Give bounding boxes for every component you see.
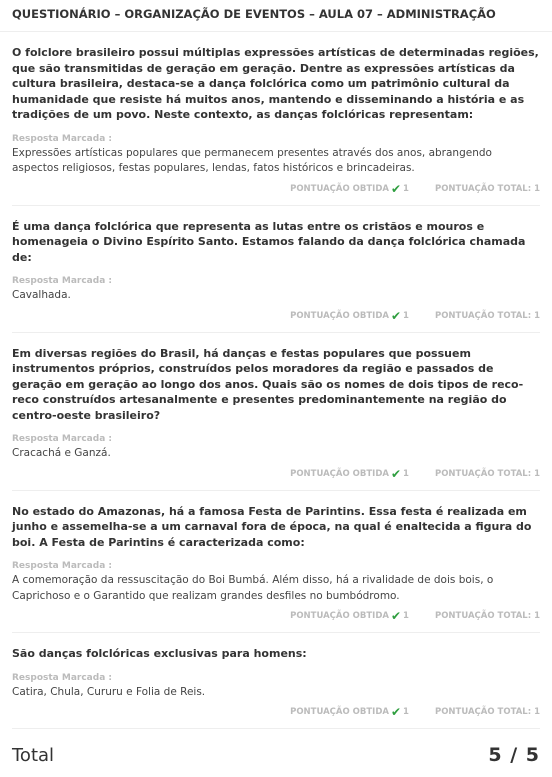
answer-label: Resposta Marcada : [12,672,113,683]
check-icon: ✔ [390,609,402,623]
question-text: São danças folclóricas exclusivas para homens: [12,647,307,660]
question-item [12,206,540,333]
score-row [12,304,540,332]
score-obtained-label: PONTUAÇÃO OBTIDA [290,310,389,321]
score-obtained-value: 1 [403,707,409,717]
question-list [0,32,552,729]
score-obtained [290,308,409,323]
score-obtained-value: 1 [403,310,409,321]
score-obtained-label: PONTUAÇÃO OBTIDA [290,707,389,717]
question-item [12,633,540,729]
score-row [12,462,540,490]
score-row [12,700,540,728]
question-text: É uma dança folclórica que representa as lutas entre os cristãos e mouros e homenageia o Divino Espírito Santo. Estamos falando da dança folclórica chamada de: [12,219,526,264]
score-obtained-label: PONTUAÇÃO OBTIDA [290,183,389,194]
score-obtained-value: 1 [403,183,409,194]
check-icon: ✔ [390,466,402,481]
check-icon: ✔ [390,308,402,323]
total-score: 5 / 5 [488,744,540,766]
score-obtained-value: 1 [403,611,409,621]
score-row [12,177,540,205]
total-label: Total [12,744,55,766]
answer-text: Cracachá e Ganzá. [12,447,111,459]
score-obtained [290,181,409,196]
score-obtained [290,707,409,717]
score-total: PONTUAÇÃO TOTAL: 1 [434,611,540,621]
answer-label: Resposta Marcada : [12,133,113,144]
answer-text: Cavalhada. [12,289,71,301]
score-row [12,604,540,632]
score-total: PONTUAÇÃO TOTAL: 1 [434,310,540,321]
answer-label: Resposta Marcada : [12,434,113,444]
question-text: Em diversas regiões do Brasil, há danças e festas populares que possuem instrumentos próprios, construídos pelos moradores da região e passados de geração em geração ao longo dos anos. Quais são os nomes de dois tipos de reco-reco construídos artesanalmente e presentes predominantemente na região do centro-oeste brasileiro? [12,346,524,422]
question-text: O folclore brasileiro possui múltiplas expressões artísticas de determinadas regiões, que são transmitidas de geração em geração. Dentre as expressões artísticas da cultura brasileira, destaca-se a dança folclórica como um patrimônio cultural da humanidade que resiste há muitos anos, mantendo e disseminando a história e as tradições de um povo. Neste contexto, as danças folclóricas representam: [12,46,539,121]
question-item [12,32,540,206]
question-text: No estado do Amazonas, há a famosa Festa de Parintins. Essa festa é realizada em junho e assemelha-se a um carnaval fora de época, na qual é enaltecida a figura do boi. A Festa de Parintins é caracterizada como: [12,504,532,549]
answer-label: Resposta Marcada : [12,561,113,571]
check-icon: ✔ [390,181,402,196]
score-obtained [290,466,409,481]
score-total: PONTUAÇÃO TOTAL: 1 [434,183,540,194]
answer-text: Expressões artísticas populares que permanecem presentes através dos anos, abrangendo aspectos religiosos, festas populares, lendas, fatos históricos e brincadeiras. [12,146,492,174]
score-obtained-label: PONTUAÇÃO OBTIDA [290,468,389,479]
answer-text: A comemoração da ressuscitação do Boi Bumbá. Além disso, há a rivalidade de dois bois, o Caprichoso e o Garantido que realizam grandes desfiles no bumbódromo. [12,574,494,602]
question-item [12,333,540,491]
answer-label: Resposta Marcada : [12,276,113,286]
answer-text: Catira, Chula, Cururu e Folia de Reis. [12,685,206,698]
page-title: QUESTIONÁRIO – ORGANIZAÇÃO DE EVENTOS – AULA 07 – ADMINISTRAÇÃO [0,0,552,32]
score-obtained-value: 1 [403,468,409,479]
score-obtained [290,611,409,621]
question-item [12,491,540,634]
check-icon: ✔ [390,705,402,719]
score-obtained-label: PONTUAÇÃO OBTIDA [290,611,389,621]
total-row [0,738,552,772]
score-total: PONTUAÇÃO TOTAL: 1 [434,707,540,717]
score-total: PONTUAÇÃO TOTAL: 1 [434,468,540,479]
